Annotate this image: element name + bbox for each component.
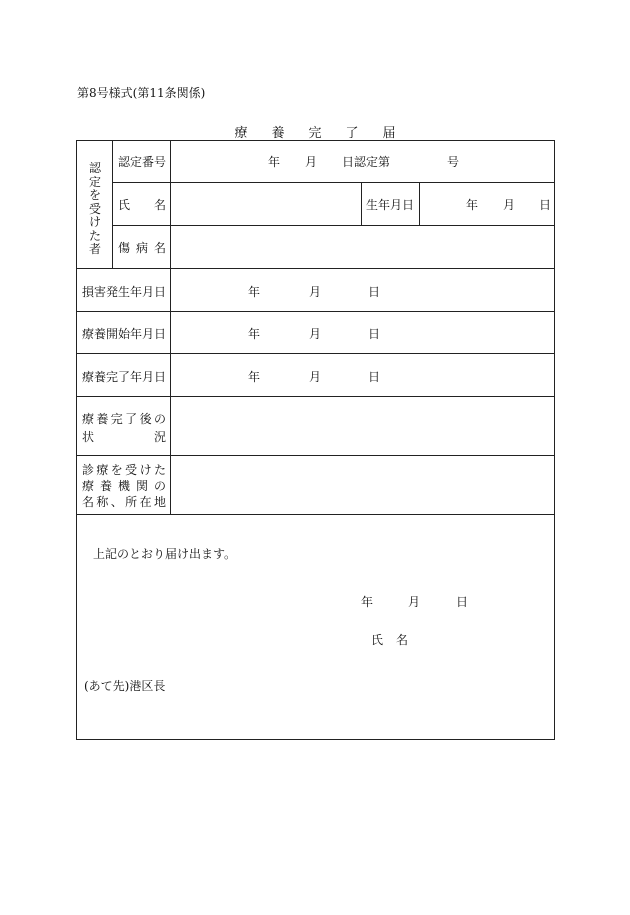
cert-day-label: 日認定第: [342, 155, 391, 169]
status-label-line2: [82, 428, 166, 445]
form-number: 第8号様式(第11条関係): [77, 86, 206, 100]
year-unit: 年: [248, 327, 261, 341]
label-char: 認: [88, 161, 101, 175]
applicant-name-label-char: 氏: [371, 633, 384, 647]
label-char: 療: [82, 479, 95, 493]
row-divider: [112, 225, 555, 226]
clinic-label-line1: [82, 461, 166, 478]
name-label-char: 名: [154, 198, 167, 212]
label-char: 養: [96, 412, 109, 426]
section-label-certified-person: [88, 162, 102, 257]
label-char: 関: [135, 479, 148, 493]
name-label-char: 氏: [118, 198, 131, 212]
birth-date-label: 生年月日: [366, 198, 415, 212]
day-unit: 日: [368, 285, 381, 299]
label-char: 状: [82, 430, 95, 444]
submission-month-unit: 月: [408, 595, 421, 609]
year-unit: 年: [248, 370, 261, 384]
label-char: 療: [82, 412, 95, 426]
submission-year-unit: 年: [361, 595, 374, 609]
label-char: け: [88, 215, 101, 229]
column-divider: [170, 140, 171, 514]
label-char: 療: [96, 463, 109, 477]
row-divider: [112, 182, 555, 183]
title-char: 了: [345, 126, 359, 141]
treatment-end-label: 療養完了年月日: [82, 370, 167, 384]
title-char: 完: [308, 126, 322, 141]
label-char: 後: [139, 412, 152, 426]
row-divider: [76, 514, 555, 515]
row-divider: [76, 455, 555, 456]
submission-statement: 上記のとおり届け出ます。: [93, 547, 237, 561]
label-char: 地: [153, 495, 166, 509]
day-unit: 日: [368, 370, 381, 384]
column-divider: [361, 182, 362, 225]
form-title: [0, 122, 630, 141]
label-char: の: [153, 479, 166, 493]
label-char: た: [88, 228, 101, 243]
label-char: 況: [153, 430, 166, 444]
label-char: 定: [88, 174, 101, 189]
birth-month-unit: 月: [503, 198, 516, 212]
treatment-start-label: 療養開始年月日: [82, 327, 167, 341]
label-char: 機: [117, 479, 130, 493]
label-char: 養: [99, 479, 112, 493]
label-char: 在: [139, 495, 152, 509]
row-divider: [76, 268, 555, 269]
month-unit: 月: [309, 327, 322, 341]
label-char: 了: [125, 412, 138, 426]
column-divider: [419, 182, 420, 225]
status-label-line1: [82, 410, 166, 427]
cert-month-unit: 月: [305, 155, 318, 169]
disease-label-char: 病: [136, 241, 149, 255]
label-char: 者: [88, 242, 101, 256]
label-char: を: [110, 463, 123, 477]
label-char: の: [153, 412, 166, 426]
addressee: (あて先)港区長: [84, 679, 166, 693]
title-char: 養: [271, 126, 285, 141]
birth-day-unit: 日: [539, 198, 552, 212]
clinic-label-line3: [82, 493, 166, 510]
applicant-name-label-char: 名: [396, 633, 409, 647]
month-unit: 月: [309, 285, 322, 299]
label-char: 所: [125, 495, 138, 509]
label-char: 完: [110, 412, 123, 426]
submission-day-unit: 日: [456, 595, 469, 609]
year-unit: 年: [248, 285, 261, 299]
label-char: 受: [88, 201, 101, 216]
label-char: 診: [82, 463, 95, 477]
label-char: 、: [110, 495, 123, 509]
label-char: 称: [96, 495, 109, 509]
damage-date-label: 損害発生年月日: [82, 285, 167, 299]
label-char: 名: [82, 495, 95, 509]
cert-year-unit: 年: [268, 155, 281, 169]
cert-number-label: 認定番号: [118, 155, 167, 169]
cert-number-suffix: 号: [447, 155, 460, 169]
row-divider: [76, 353, 555, 354]
row-divider: [76, 396, 555, 397]
label-char: 受: [125, 463, 138, 477]
clinic-label-line2: [82, 477, 166, 494]
birth-year-unit: 年: [466, 198, 479, 212]
row-divider: [76, 311, 555, 312]
disease-label-char: 傷: [118, 241, 131, 255]
day-unit: 日: [368, 327, 381, 341]
title-char: 届: [382, 126, 396, 141]
label-char: け: [139, 463, 152, 477]
disease-label-char: 名: [154, 241, 167, 255]
month-unit: 月: [309, 370, 322, 384]
label-char: た: [153, 463, 166, 477]
label-char: を: [88, 188, 101, 202]
title-char: 療: [234, 126, 248, 141]
column-divider: [112, 140, 113, 268]
